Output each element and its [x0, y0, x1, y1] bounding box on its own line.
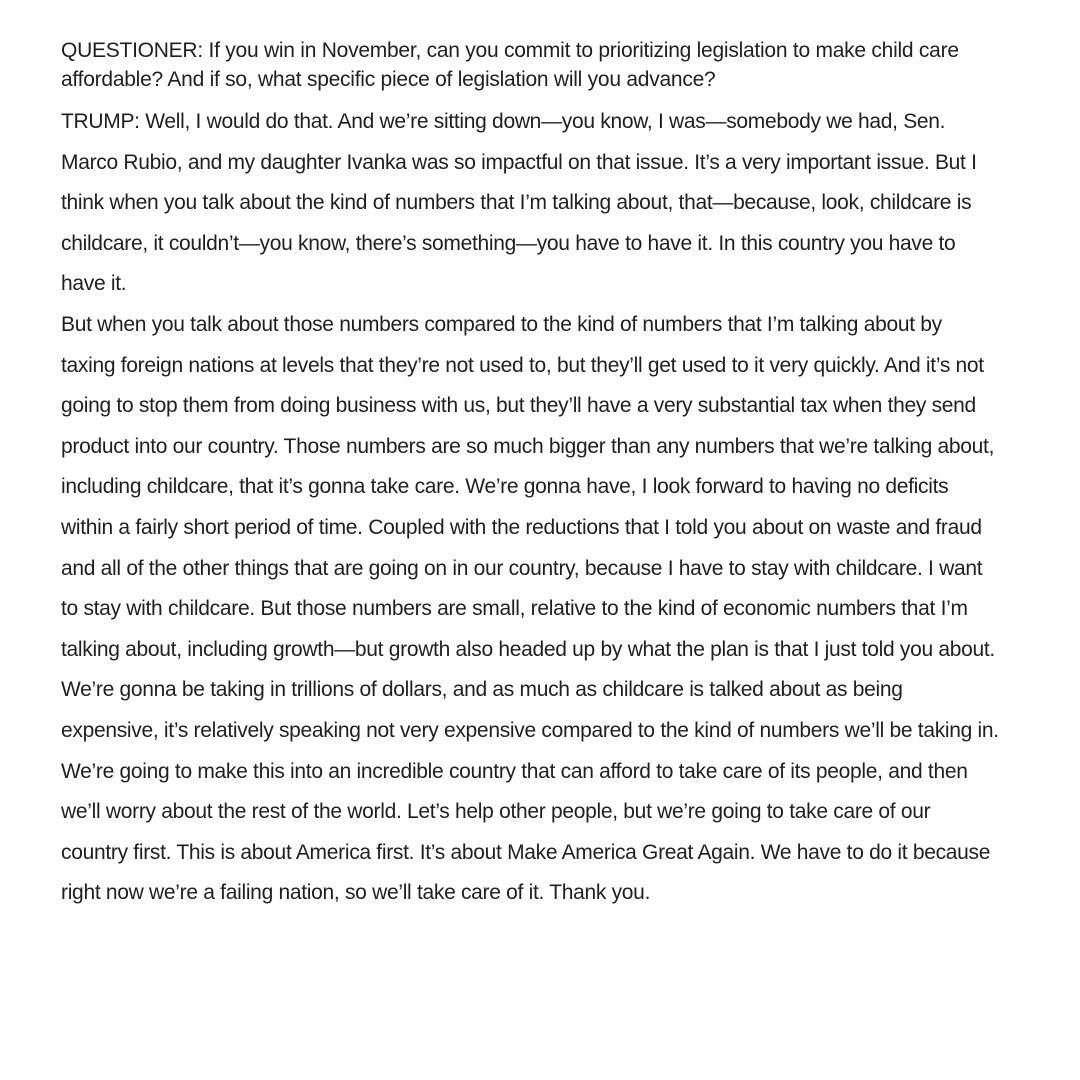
question-paragraph: QUESTIONER: If you win in November, can you commit to prioritizing legislation to make child care affordable? And if so, what specific piece of legislation will you advance?	[61, 39, 959, 91]
answer-paragraph-3: We’re gonna be taking in trillions of dollars, and as much as childcare is talked about as being expensive, it’s relatively speaking not very expensive compared to the kind of numbers we’ll be taking in. We’re going to make this into an incredible country that can afford to take care of its people, and then we’ll worry about the rest of the world. Let’s help other people, but we’re going to take care of our country first. This is about America first. It’s about Make America Great Again. We have to do it because right now we’re a failing nation, so we’ll take care of it. Thank you.	[61, 678, 999, 905]
answer-paragraph-1: TRUMP: Well, I would do that. And we’re sitting down—you know, I was—somebody we had, Sen. Marco Rubio, and my daughter Ivanka was so impactful on that issue. It’s a very important issue. But I think when you talk about the kind of numbers that I’m talking about, that—because, look, childcare is childcare, it couldn’t—you know, there’s something—you have to have it. In this country you have to have it.	[61, 110, 977, 296]
answer-paragraph-2: But when you talk about those numbers compared to the kind of numbers that I’m talking about by taxing foreign nations at levels that they’re not used to, but they’ll get used to it very quickly. And it’s not going to stop them from doing business with us, but they’ll have a very substantial tax when they send product into our country. Those numbers are so much bigger than any numbers that we’re talking about, including childcare, that it’s gonna take care. We’re gonna have, I look forward to having no deficits within a fairly short period of time. Coupled with the reductions that I told you about on waste and fraud and all of the other things that are going on in our country, because I have to stay with childcare. I want to stay with childcare. But those numbers are small, relative to the kind of economic numbers that I’m talking about, including growth—but growth also headed up by what the plan is that I just told you about.	[61, 312, 995, 661]
transcript-document	[61, 36, 1001, 914]
answer-section	[61, 102, 1001, 914]
